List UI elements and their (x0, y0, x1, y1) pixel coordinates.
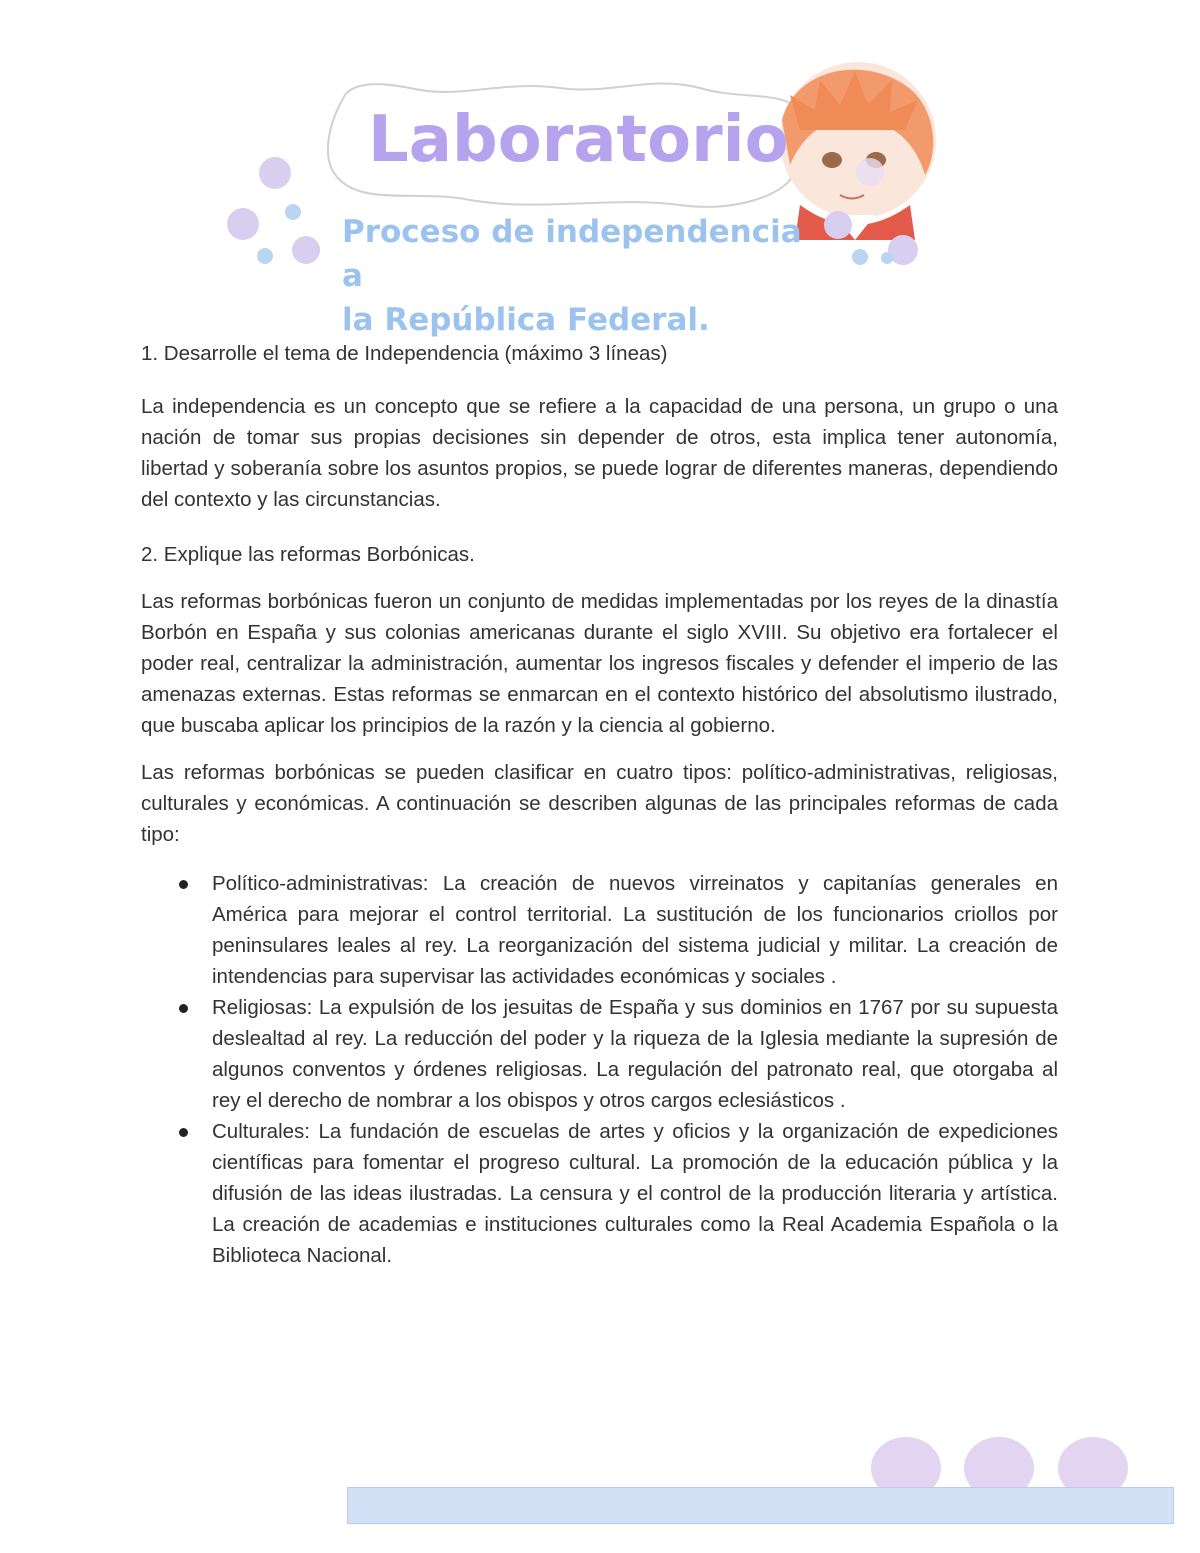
question-1: 1. Desarrolle el tema de Independencia (máximo 3 líneas) (141, 342, 668, 365)
footer-bar (347, 1487, 1174, 1524)
list-item (141, 868, 1058, 992)
document-body (141, 338, 1058, 1271)
list-item-text: Religiosas: La expulsión de los jesuitas de España y sus dominios en 1767 por su supuesta deslealtad al rey. La reducción del poder y la riqueza de la Iglesia mediante la supresión de algunos conventos y órdenes religiosas. La regulación del patronato real, que otorgaba al rey el derecho de nombrar a los obispos y otros cargos eclesiásticos . (212, 996, 1058, 1112)
list-item (141, 992, 1058, 1116)
decor-dot (259, 157, 291, 189)
answer-2-paragraph-1: Las reformas borbónicas fueron un conjunto de medidas implementadas por los reyes de la dinastía Borbón en España y sus colonias americanas durante el siglo XVIII. Su objetivo era fortalecer el poder real, centralizar la administración, aumentar los ingresos fiscales y defender el imperio de las amenazas externas. Estas reformas se enmarcan en el contexto histórico del absolutismo ilustrado, que buscaba aplicar los principios de la razón y la ciencia al gobierno. (141, 590, 1058, 737)
decor-dot (824, 211, 852, 239)
bullet-icon (179, 880, 188, 889)
bullet-icon (179, 1004, 188, 1013)
list-item-text: Culturales: La fundación de escuelas de artes y oficios y la organización de expediciones científicas para fomentar el progreso cultural. La promoción de la educación pública y la difusión de las ideas ilustradas. La censura y el control de la producción literaria y artística. La creación de academias e instituciones culturales como la Real Academia Española o la Biblioteca Nacional. (212, 1120, 1058, 1267)
bullet-icon (179, 1128, 188, 1137)
footer-decoration (0, 1420, 1200, 1553)
decor-dot (227, 208, 259, 240)
reform-list (141, 868, 1058, 1271)
list-item (141, 1116, 1058, 1271)
header-banner (0, 0, 1200, 338)
answer-1: La independencia es un concepto que se refiere a la capacidad de una persona, un grupo o una nación de tomar sus propias decisiones sin depender de otros, esta implica tener autonomía, libertad y soberanía sobre los asuntos propios, se puede lograr de diferentes maneras, dependiendo del contexto y las circunstancias. (141, 395, 1058, 511)
decor-dot (881, 252, 893, 264)
decor-dot (292, 236, 320, 264)
decor-dot (257, 248, 273, 264)
list-item-text: Político-administrativas: La creación de nuevos virreinatos y capitanías generales en América para mejorar el control territorial. La sustitución de los funcionarios criollos por peninsulares leales al rey. La reorganización del sistema judicial y militar. La creación de intendencias para supervisar las actividades económicas y sociales . (212, 872, 1058, 988)
subtitle-line-1: Proceso de independencia a (342, 214, 802, 294)
lab-title: Laboratorio (368, 103, 789, 177)
lab-subtitle (342, 210, 822, 342)
decor-dot (888, 235, 918, 265)
decor-dot (852, 249, 868, 265)
answer-2-paragraph-2: Las reformas borbónicas se pueden clasificar en cuatro tipos: político-administrativas, religiosas, culturales y económicas. A continuación se describen algunas de las principales reformas de cada tipo: (141, 761, 1058, 846)
decor-dot (285, 204, 301, 220)
question-2: 2. Explique las reformas Borbónicas. (141, 543, 475, 566)
subtitle-line-2: la República Federal. (342, 302, 710, 338)
